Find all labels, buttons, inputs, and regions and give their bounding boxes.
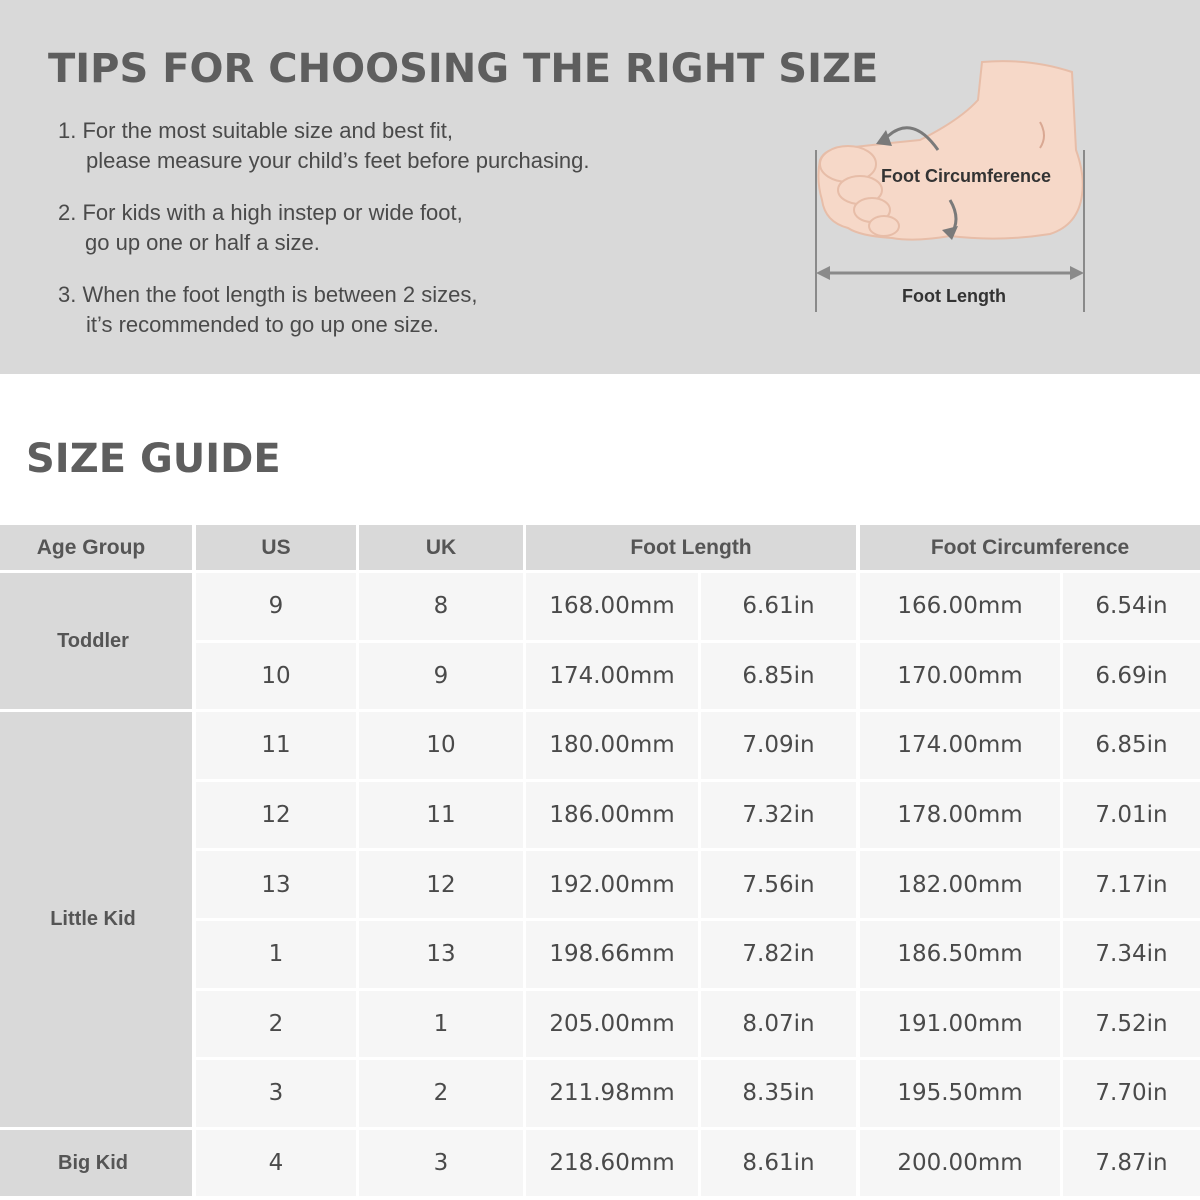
header-foot-circumference: Foot Circumference xyxy=(860,525,1200,570)
age-group-cell: Little Kid xyxy=(0,712,192,1127)
foot-circumference-mm-cell: 200.00mm xyxy=(860,1130,1060,1197)
foot-circumference-in-cell: 7.52in xyxy=(1063,991,1200,1058)
uk-size-cell: 9 xyxy=(359,643,523,710)
us-size-cell: 12 xyxy=(196,782,356,849)
us-size-cell: 4 xyxy=(196,1130,356,1197)
foot-length-mm-cell: 192.00mm xyxy=(526,851,698,918)
foot-length-in-cell: 7.32in xyxy=(701,782,856,849)
foot-circumference-in-cell: 6.54in xyxy=(1063,573,1200,640)
foot-circumference-in-cell: 7.87in xyxy=(1063,1130,1200,1197)
foot-length-mm-cell: 186.00mm xyxy=(526,782,698,849)
foot-circumference-mm-cell: 186.50mm xyxy=(860,921,1060,988)
header-us: US xyxy=(196,525,356,570)
foot-length-mm-cell: 180.00mm xyxy=(526,712,698,779)
tip-line: go up one or half a size. xyxy=(85,230,320,255)
uk-size-cell: 2 xyxy=(359,1060,523,1127)
us-size-cell: 11 xyxy=(196,712,356,779)
length-label: Foot Length xyxy=(902,286,1006,306)
foot-circumference-in-cell: 7.17in xyxy=(1063,851,1200,918)
foot-circumference-in-cell: 7.01in xyxy=(1063,782,1200,849)
tip-line: 2. For kids with a high instep or wide foot, xyxy=(58,200,463,225)
age-group-cell: Toddler xyxy=(0,573,192,709)
uk-size-cell: 13 xyxy=(359,921,523,988)
tip-line: 3. When the foot length is between 2 sizes, xyxy=(58,282,478,307)
circumference-label: Foot Circumference xyxy=(880,166,1052,186)
foot-circumference-mm-cell: 195.50mm xyxy=(860,1060,1060,1127)
foot-circumference-mm-cell: 170.00mm xyxy=(860,643,1060,710)
us-size-cell: 10 xyxy=(196,643,356,710)
size-guide-table xyxy=(0,525,1200,1200)
tip-item xyxy=(58,198,463,258)
foot-length-in-cell: 8.07in xyxy=(701,991,856,1058)
foot-circumference-in-cell: 7.70in xyxy=(1063,1060,1200,1127)
foot-length-in-cell: 7.82in xyxy=(701,921,856,988)
uk-size-cell: 3 xyxy=(359,1130,523,1197)
us-size-cell: 9 xyxy=(196,573,356,640)
us-size-cell: 13 xyxy=(196,851,356,918)
foot-length-in-cell: 8.35in xyxy=(701,1060,856,1127)
foot-length-mm-cell: 198.66mm xyxy=(526,921,698,988)
foot-length-in-cell: 7.09in xyxy=(701,712,856,779)
foot-length-in-cell: 6.61in xyxy=(701,573,856,640)
us-size-cell: 1 xyxy=(196,921,356,988)
foot-length-mm-cell: 168.00mm xyxy=(526,573,698,640)
foot-length-mm-cell: 205.00mm xyxy=(526,991,698,1058)
foot-circumference-mm-cell: 178.00mm xyxy=(860,782,1060,849)
tip-line: please measure your child’s feet before purchasing. xyxy=(86,148,590,173)
foot-circumference-mm-cell: 174.00mm xyxy=(860,712,1060,779)
uk-size-cell: 1 xyxy=(359,991,523,1058)
foot-length-in-cell: 7.56in xyxy=(701,851,856,918)
header-age-group: Age Group xyxy=(0,525,192,570)
arrow-head xyxy=(1070,266,1084,280)
arrow-head xyxy=(816,266,830,280)
foot-circumference-in-cell: 7.34in xyxy=(1063,921,1200,988)
tip-item xyxy=(58,280,477,340)
foot-circumference-mm-cell: 191.00mm xyxy=(860,991,1060,1058)
foot-length-in-cell: 6.85in xyxy=(701,643,856,710)
header-foot-length: Foot Length xyxy=(526,525,856,570)
foot-length-in-cell: 8.61in xyxy=(701,1130,856,1197)
uk-size-cell: 11 xyxy=(359,782,523,849)
uk-size-cell: 8 xyxy=(359,573,523,640)
tip-line: 1. For the most suitable size and best fit, xyxy=(58,118,453,143)
foot-length-mm-cell: 211.98mm xyxy=(526,1060,698,1127)
uk-size-cell: 10 xyxy=(359,712,523,779)
size-guide-title: SIZE GUIDE xyxy=(26,436,281,482)
toe-shape xyxy=(869,216,899,236)
tip-item xyxy=(58,116,589,176)
us-size-cell: 2 xyxy=(196,991,356,1058)
tips-title: TIPS FOR CHOOSING THE RIGHT SIZE xyxy=(48,46,879,92)
arrow-head xyxy=(876,130,892,146)
foot-measurement-diagram xyxy=(800,50,1100,330)
foot-length-mm-cell: 218.60mm xyxy=(526,1130,698,1197)
foot-length-mm-cell: 174.00mm xyxy=(526,643,698,710)
tips-panel xyxy=(0,0,1200,374)
foot-circumference-in-cell: 6.69in xyxy=(1063,643,1200,710)
header-uk: UK xyxy=(359,525,523,570)
foot-circumference-mm-cell: 166.00mm xyxy=(860,573,1060,640)
foot-circumference-in-cell: 6.85in xyxy=(1063,712,1200,779)
us-size-cell: 3 xyxy=(196,1060,356,1127)
age-group-cell: Big Kid xyxy=(0,1130,192,1197)
uk-size-cell: 12 xyxy=(359,851,523,918)
foot-circumference-mm-cell: 182.00mm xyxy=(860,851,1060,918)
tip-line: it’s recommended to go up one size. xyxy=(86,312,440,337)
